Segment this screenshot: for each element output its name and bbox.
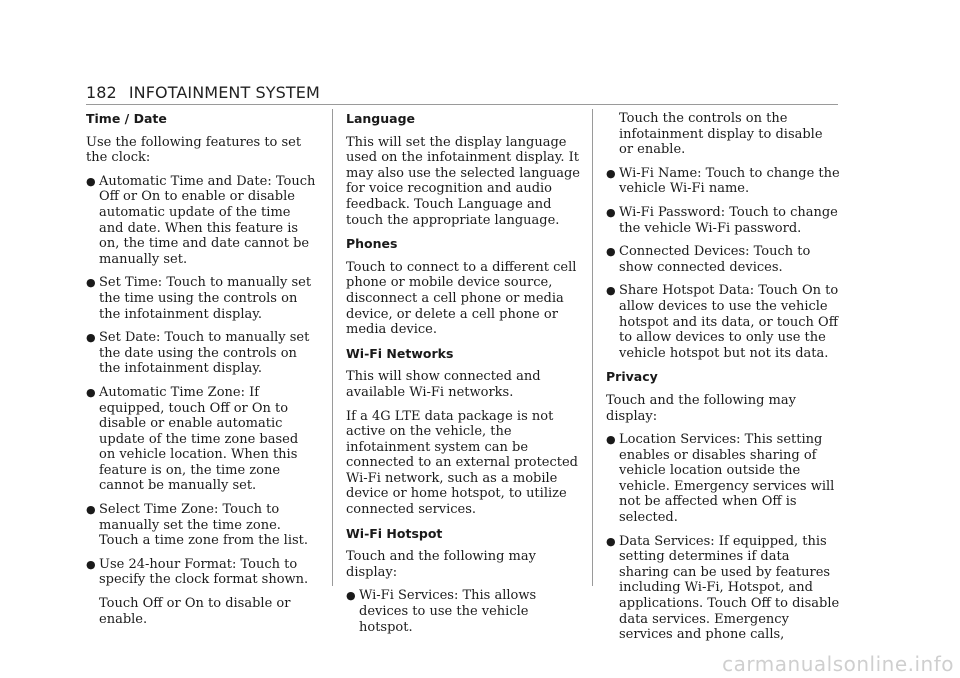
page-header (86, 83, 320, 102)
bullet-item: ● Select Time Zone: Touch to manually set the time zone. Touch a time zone from the list. (86, 502, 309, 549)
bullet-icon: ● (86, 174, 96, 188)
column-1 (86, 111, 318, 635)
column-divider-2 (592, 109, 593, 586)
bullet-item: ● Wi-Fi Name: Touch to change the vehicle Wi-Fi name. (606, 165, 840, 197)
wifi-hotspot-heading: Wi-Fi Hotspot (346, 525, 443, 541)
privacy-intro: Touch and the following may display: (606, 392, 796, 424)
bullet-icon: ● (606, 245, 616, 259)
phones-heading: Phones (346, 236, 398, 252)
page-number: 182 (86, 83, 117, 102)
bullet-icon: ● (606, 534, 616, 548)
language-text: This will set the display language used on the infotainment display. It may also use the selected language for voice recognition and audio feedback. Touch Language and touch the appropriate language. (346, 134, 580, 228)
bullet-item: ● Location Services: This setting enables or disables sharing of vehicle location outside the vehicle. Emergency services will not be affected when Off is selected. (606, 432, 835, 526)
header-rule (86, 104, 838, 105)
bullet-item: ● Wi-Fi Password: Touch to change the vehicle Wi-Fi password. (606, 204, 838, 236)
bullet-icon: ● (606, 284, 616, 298)
bullet-continuation: Touch Off or On to disable or enable. (99, 596, 291, 627)
column-3 (606, 111, 840, 651)
wifi-networks-heading: Wi-Fi Networks (346, 345, 454, 361)
bullet-icon: ● (606, 205, 616, 219)
watermark: carmanualsonline.info (722, 652, 954, 676)
bullet-icon: ● (86, 331, 96, 345)
bullet-item: ● Set Time: Touch to manually set the time using the controls on the infotainment display. (86, 275, 312, 322)
bullet-item: ● Connected Devices: Touch to show connected devices. (606, 244, 811, 275)
column-divider-1 (332, 109, 333, 586)
bullet-icon: ● (86, 503, 96, 517)
wifi-hotspot-intro: Touch and the following may display: (346, 549, 536, 580)
column-2 (346, 111, 582, 643)
bullet-icon: ● (86, 276, 96, 290)
bullet-item: ● Data Services: If equipped, this setting determines if data sharing can be used by features including Wi-Fi, Hotspot, and applications. Touch Off to disable data services. Emergency services and phone calls, (606, 533, 840, 643)
wifi-networks-text: If a 4G LTE data package is not active on the vehicle, the infotainment system can be connected to an external protected Wi-Fi network, such as a mobile device or home hotspot, to utilize connected services. (346, 408, 579, 518)
bullet-item: ● Set Date: Touch to manually set the date using the controls on the infotainment display. (86, 330, 310, 377)
section-title: INFOTAINMENT SYSTEM (128, 83, 320, 102)
bullet-item: ● Automatic Time Zone: If equipped, touch Off or On to disable or enable automatic update of the time zone based on vehicle location. When this feature is on, the time zone cannot be manually set. (86, 384, 299, 494)
phones-text: Touch to connect to a different cell phone or mobile device source, disconnect a cell phone or media device, or delete a cell phone or media device. (346, 259, 577, 338)
bullet-icon: ● (86, 557, 96, 571)
language-heading: Language (346, 111, 416, 126)
bullet-item: ● Automatic Time and Date: Touch Off or On to enable or disable automatic update of the time and date. When this feature is on, the time and date cannot be manually set. (86, 173, 316, 267)
wifi-networks-text: This will show connected and available Wi-Fi networks. (346, 369, 541, 400)
privacy-heading: Privacy (606, 369, 658, 385)
bullet-icon: ● (606, 166, 616, 180)
bullet-item: ● Use 24-hour Format: Touch to specify the clock format shown. (86, 556, 309, 588)
bullet-icon: ● (86, 385, 96, 399)
bullet-item: ● Wi-Fi Services: This allows devices to use the vehicle hotspot. (346, 588, 537, 635)
time-date-intro: Use the following features to set the clock: (86, 134, 302, 166)
bullet-icon: ● (606, 433, 616, 447)
time-date-heading: Time / Date (86, 111, 167, 126)
bullet-icon: ● (346, 589, 356, 603)
bullet-continuation: Touch the controls on the infotainment display to disable or enable. (619, 111, 823, 158)
bullet-item: ● Share Hotspot Data: Touch On to allow devices to use the vehicle hotspot and its data, or touch Off to allow devices to only use the vehicle hotspot but not its data. (606, 283, 839, 361)
